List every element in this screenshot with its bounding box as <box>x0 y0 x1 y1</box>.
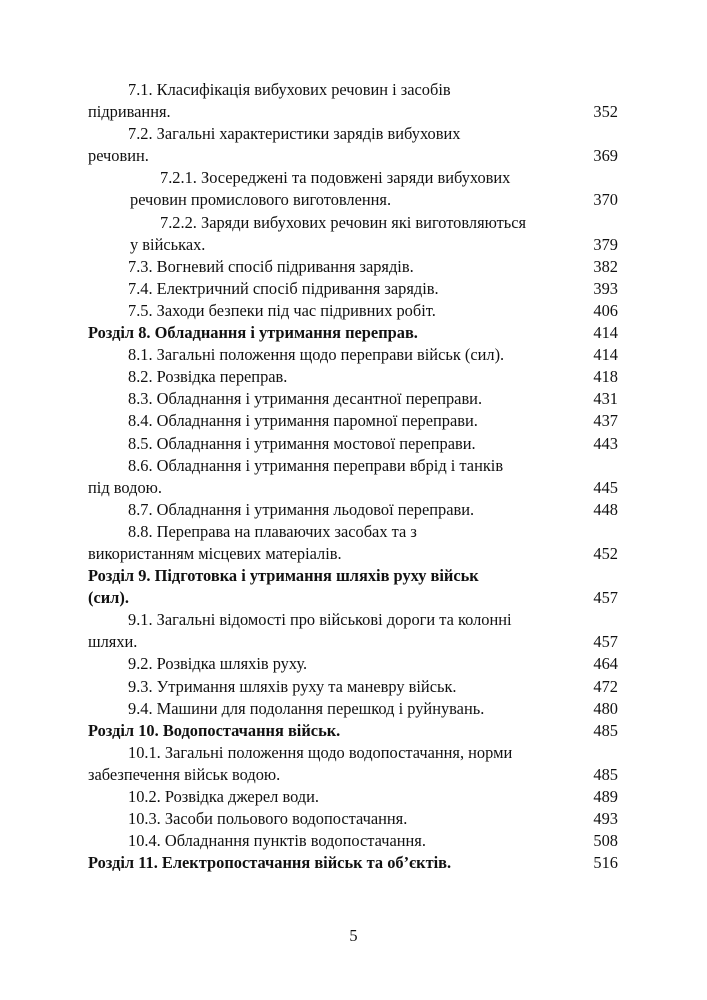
toc-section-entry <box>88 300 618 322</box>
toc-entry-page: 443 <box>593 433 618 453</box>
toc-section-entry <box>88 808 618 830</box>
toc-entry-line: 8.1. Загальні положення щодо переправи військ (сил). <box>128 345 505 365</box>
toc-entry-line: 10.1. Загальні положення щодо водопостачання, норми <box>128 742 513 762</box>
toc-section-entry <box>88 499 618 521</box>
toc-section-entry <box>88 278 618 300</box>
toc-entry-line: 7.1. Класифікація вибухових речовин і засобів <box>128 80 451 99</box>
toc-entry-line: 10.2. Розвідка джерел води. <box>128 787 320 806</box>
toc-entry-line: 9.3. Утримання шляхів руху та маневру військ. <box>128 676 457 696</box>
toc-entry-title <box>88 609 578 653</box>
toc-entry-line: 8.3. Обладнання і утримання десантної переправи. <box>128 389 483 409</box>
toc-entry-line: речовин. <box>88 146 149 166</box>
toc-entry-line: 7.2. Загальні характеристики зарядів вибухових <box>128 124 461 144</box>
toc-chapter-entry <box>88 852 618 874</box>
page-number: 5 <box>349 926 358 945</box>
toc-entry-page: 448 <box>593 499 618 519</box>
toc-entry-title <box>88 79 578 123</box>
toc-section-entry <box>88 79 618 123</box>
toc-entry-line: 9.1. Загальні відомості про військові дороги та колонні <box>128 610 512 630</box>
toc-section-entry <box>88 256 618 278</box>
toc-entry-title <box>88 808 578 830</box>
toc-entry-title <box>88 123 578 167</box>
toc-entry-line: забезпечення військ водою. <box>88 764 281 784</box>
toc-entry-title <box>88 653 578 675</box>
toc-chapter-entry <box>88 322 618 344</box>
table-of-contents <box>88 79 618 874</box>
toc-chapter-entry <box>88 565 618 609</box>
toc-section-entry <box>88 830 618 852</box>
toc-entry-line: 8.5. Обладнання і утримання мостової переправи. <box>128 433 476 453</box>
toc-entry-title <box>88 433 578 455</box>
toc-section-entry <box>88 410 618 432</box>
toc-section-entry <box>88 455 618 499</box>
toc-entry-page: 493 <box>593 809 618 829</box>
toc-entry-title <box>88 830 578 852</box>
toc-entry-line: 8.6. Обладнання і утримання переправи вбрід і танків <box>128 455 504 475</box>
toc-entry-line: 7.2.2. Заряди вибухових речовин які виготовляються <box>160 212 527 232</box>
toc-entry-page: 457 <box>593 632 618 652</box>
toc-entry-line: 7.3. Вогневий спосіб підривання зарядів. <box>128 256 414 276</box>
toc-section-entry <box>88 344 618 366</box>
toc-entry-title <box>88 852 578 874</box>
toc-entry-title <box>88 676 578 698</box>
toc-entry-line: 7.4. Електричний спосіб підривання зарядів. <box>128 278 439 298</box>
toc-entry-page: 457 <box>593 588 618 608</box>
toc-entry-line: 10.3. Засоби польового водопостачання. <box>128 809 408 829</box>
toc-entry-line: шляхи. <box>88 632 138 652</box>
toc-entry-title <box>88 322 578 344</box>
toc-entry-line: 8.4. Обладнання і утримання паромної переправи. <box>128 411 478 431</box>
toc-entry-title <box>88 388 578 410</box>
toc-entry-title <box>88 499 578 521</box>
toc-entry-page: 370 <box>593 190 618 210</box>
toc-entry-page: 379 <box>593 234 618 254</box>
toc-section-entry <box>88 123 618 167</box>
toc-entry-page: 452 <box>593 543 618 563</box>
toc-entry-title <box>88 698 578 720</box>
toc-entry-line: (сил). <box>88 588 129 608</box>
toc-section-entry <box>88 698 618 720</box>
toc-entry-page: 406 <box>593 300 618 320</box>
toc-entry-title <box>88 212 578 256</box>
toc-entry-title <box>88 410 578 432</box>
toc-entry-page: 485 <box>593 764 618 784</box>
toc-entry-line: 8.7. Обладнання і утримання льодової переправи. <box>128 499 475 519</box>
toc-entry-line: у військах. <box>130 234 206 254</box>
toc-entry-page: 508 <box>593 831 618 851</box>
toc-entry-title <box>88 455 578 499</box>
toc-entry-page: 489 <box>593 787 618 806</box>
toc-entry-page: 516 <box>593 853 618 873</box>
toc-entry-page: 445 <box>593 477 618 497</box>
toc-entry-title <box>88 278 578 300</box>
toc-entry-line: під водою. <box>88 477 162 497</box>
toc-entry-page: 352 <box>593 102 618 122</box>
toc-entry-title <box>88 344 578 366</box>
toc-entry-page: 431 <box>593 389 618 409</box>
toc-entry-line: використанням місцевих матеріалів. <box>88 543 342 563</box>
toc-entry-title <box>88 565 578 609</box>
toc-entry-title <box>88 742 578 786</box>
toc-entry-line: 7.5. Заходи безпеки під час підривних робіт. <box>128 300 436 320</box>
toc-entry-title <box>88 366 578 388</box>
toc-section-entry <box>88 388 618 410</box>
toc-entry-title <box>88 256 578 278</box>
toc-entry-line: 8.2. Розвідка переправ. <box>128 367 288 387</box>
toc-entry-title <box>88 521 578 565</box>
toc-entry-page: 464 <box>593 654 618 674</box>
toc-entry-page: 480 <box>593 698 618 718</box>
toc-entry-line: Розділ 8. Обладнання і утримання переправ. <box>88 323 418 343</box>
toc-section-entry <box>88 521 618 565</box>
toc-entry-title <box>88 786 578 808</box>
toc-entry-page: 472 <box>593 676 618 696</box>
toc-entry-line: 9.4. Машини для подолання перешкод і руйнувань. <box>128 698 485 718</box>
toc-section-entry <box>88 676 618 698</box>
toc-entry-line: 7.2.1. Зосереджені та подовжені заряди вибухових <box>160 168 511 188</box>
toc-section-entry <box>88 609 618 653</box>
toc-entry-line: 9.2. Розвідка шляхів руху. <box>128 654 308 674</box>
toc-entry-page: 437 <box>593 411 618 431</box>
toc-entry-line: Розділ 11. Електропостачання військ та об’єктів. <box>88 853 452 873</box>
toc-section-entry <box>88 653 618 675</box>
toc-entry-line: 10.4. Обладнання пунктів водопостачання. <box>128 831 426 851</box>
toc-entry-page: 414 <box>593 345 618 365</box>
toc-entry-title <box>88 300 578 322</box>
toc-entry-line: 8.8. Переправа на плаваючих засобах та з <box>128 521 417 541</box>
toc-entry-line: Розділ 9. Підготовка і утримання шляхів руху військ <box>88 566 479 586</box>
toc-entry-page: 393 <box>593 278 618 298</box>
toc-section-entry <box>88 742 618 786</box>
toc-entry-line: речовин промислового виготовлення. <box>130 190 392 210</box>
toc-entry-page: 485 <box>593 720 618 740</box>
toc-entry-page: 414 <box>593 323 618 343</box>
toc-section-entry <box>88 167 618 211</box>
toc-entry-line: підривання. <box>88 102 171 122</box>
toc-section-entry <box>88 433 618 455</box>
toc-entry-page: 369 <box>593 146 618 166</box>
toc-entry-line: Розділ 10. Водопостачання військ. <box>88 720 341 740</box>
toc-section-entry <box>88 366 618 388</box>
toc-section-entry <box>88 212 618 256</box>
toc-chapter-entry <box>88 720 618 742</box>
toc-entry-page: 382 <box>593 256 618 276</box>
toc-entry-title <box>88 167 578 211</box>
toc-entry-page: 418 <box>593 367 618 387</box>
toc-section-entry <box>88 786 618 808</box>
toc-entry-title <box>88 720 578 742</box>
